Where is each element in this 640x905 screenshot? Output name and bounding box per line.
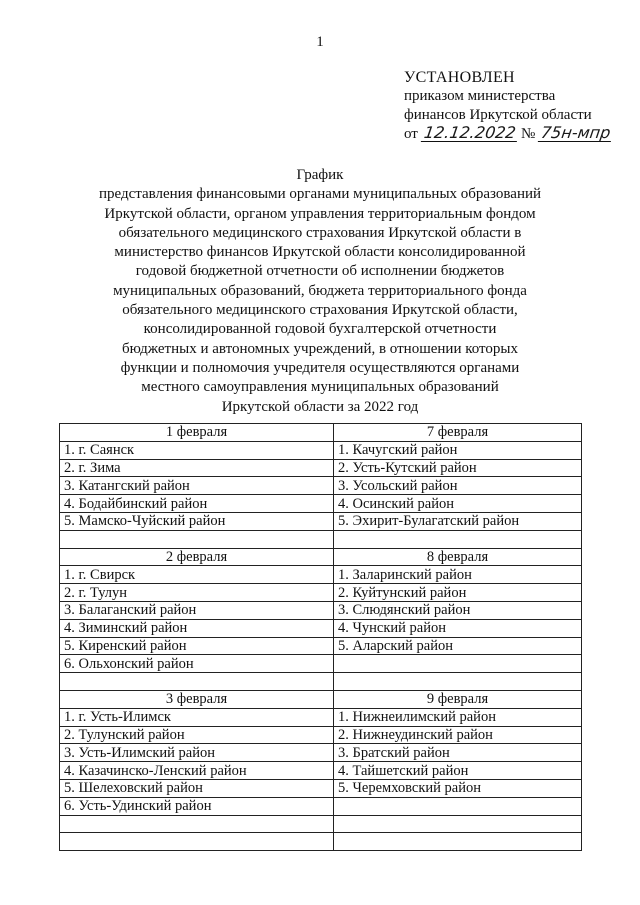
district-cell: 2. Тулунский район: [60, 726, 334, 744]
approval-heading: УСТАНОВЛЕН: [404, 69, 515, 86]
district-cell: 1. Нижнеилимский район: [334, 708, 582, 726]
schedule-table: [59, 423, 582, 851]
district-cell: 5. Киренский район: [60, 637, 334, 655]
district-cell: 4. Бодайбинский район: [60, 495, 334, 513]
table-row: [60, 637, 582, 655]
district-cell: 4. Тайшетский район: [334, 762, 582, 780]
district-cell: 1. г. Саянск: [60, 441, 334, 459]
district-cell: 3. Братский район: [334, 744, 582, 762]
district-cell: 3. Усть-Илимский район: [60, 744, 334, 762]
title-line: бюджетных и автономных учреждений, в отношении которых: [122, 340, 518, 357]
district-cell: 6. Ольхонский район: [60, 655, 334, 673]
approval-line-2: финансов Иркутской области: [404, 107, 592, 123]
district-cell: 3. Балаганский район: [60, 601, 334, 619]
district-cell: 3. Катангский район: [60, 477, 334, 495]
approval-number-prefix: №: [520, 126, 536, 142]
table-row: [60, 833, 582, 851]
table-row: [60, 441, 582, 459]
district-cell: 5. Шелеховский район: [60, 779, 334, 797]
district-cell: 2. Усть-Кутский район: [334, 459, 582, 477]
title-line: Иркутской области, органом управления территориальным фондом: [104, 205, 536, 222]
date-header-row: [60, 690, 582, 708]
table-row: [60, 779, 582, 797]
table-row: [60, 512, 582, 530]
title-line: министерство финансов Иркутской области консолидированной: [114, 244, 526, 261]
district-cell: 6. Усть-Удинский район: [60, 797, 334, 815]
title-line: местного самоуправления муниципальных образований: [141, 379, 499, 396]
table-row: [60, 655, 582, 673]
date-cell: 9 февраля: [334, 690, 582, 708]
district-cell: 4. Зиминский район: [60, 619, 334, 637]
district-cell: 2. Нижнеудинский район: [334, 726, 582, 744]
district-cell: 4. Осинский район: [334, 495, 582, 513]
title-line: годовой бюджетной отчетности об исполнении бюджетов: [135, 263, 505, 280]
document-title: [80, 166, 560, 417]
district-cell: [60, 530, 334, 548]
district-cell: [334, 815, 582, 833]
district-cell: [60, 815, 334, 833]
page-number: 1: [316, 34, 324, 50]
district-cell: 4. Чунский район: [334, 619, 582, 637]
approval-from-prefix: от: [404, 126, 418, 142]
district-cell: 3. Слюдянский район: [334, 601, 582, 619]
title-line: муниципальных образований, бюджета территориального фонда: [113, 282, 527, 299]
title-line: обязательного медицинского страхования Иркутской области в: [118, 224, 522, 241]
district-cell: [334, 673, 582, 691]
title-line: обязательного медицинского страхования Иркутской области,: [122, 302, 518, 319]
table-row: [60, 673, 582, 691]
date-cell: 1 февраля: [60, 424, 334, 442]
table-row: [60, 530, 582, 548]
district-cell: 5. Мамско-Чуйский район: [60, 512, 334, 530]
approval-date-line: [404, 125, 634, 144]
district-cell: 2. г. Тулун: [60, 584, 334, 602]
district-cell: [334, 797, 582, 815]
district-cell: 1. Заларинский район: [334, 566, 582, 584]
district-cell: 1. Качугский район: [334, 441, 582, 459]
table-row: [60, 815, 582, 833]
district-cell: 5. Эхирит-Булагатский район: [334, 512, 582, 530]
approval-date-handwritten: 12.12.2022: [422, 123, 517, 142]
table-row: [60, 601, 582, 619]
district-cell: [334, 530, 582, 548]
date-cell: 3 февраля: [60, 690, 334, 708]
date-cell: 2 февраля: [60, 548, 334, 566]
date-cell: 8 февраля: [334, 548, 582, 566]
district-cell: [334, 833, 582, 851]
district-cell: [60, 833, 334, 851]
district-cell: [334, 655, 582, 673]
table-row: [60, 726, 582, 744]
date-header-row: [60, 424, 582, 442]
district-cell: [60, 673, 334, 691]
table-row: [60, 584, 582, 602]
table-row: [60, 477, 582, 495]
title-line: консолидированной годовой бухгалтерской отчетности: [143, 321, 497, 338]
table-row: [60, 797, 582, 815]
district-cell: 5. Черемховский район: [334, 779, 582, 797]
district-cell: 1. г. Усть-Илимск: [60, 708, 334, 726]
district-cell: 5. Аларский район: [334, 637, 582, 655]
approval-stamp: [404, 68, 634, 144]
table-row: [60, 495, 582, 513]
district-cell: 2. г. Зима: [60, 459, 334, 477]
title-line: представления финансовыми органами муниципальных образований: [98, 186, 542, 203]
title-heading: График: [296, 167, 344, 183]
table-row: [60, 619, 582, 637]
date-header-row: [60, 548, 582, 566]
title-line: функции и полномочия учредителя осуществляются органами: [120, 359, 520, 376]
table-row: [60, 459, 582, 477]
district-cell: 3. Усольский район: [334, 477, 582, 495]
district-cell: 4. Казачинско-Ленский район: [60, 762, 334, 780]
district-cell: 2. Куйтунский район: [334, 584, 582, 602]
table-row: [60, 708, 582, 726]
table-row: [60, 762, 582, 780]
approval-number-handwritten: 75н-мпр: [539, 123, 612, 142]
date-cell: 7 февраля: [334, 424, 582, 442]
table-row: [60, 566, 582, 584]
district-cell: 1. г. Свирск: [60, 566, 334, 584]
table-row: [60, 744, 582, 762]
approval-line-1: приказом министерства: [404, 88, 556, 104]
title-line: Иркутской области за 2022 год: [221, 398, 419, 415]
